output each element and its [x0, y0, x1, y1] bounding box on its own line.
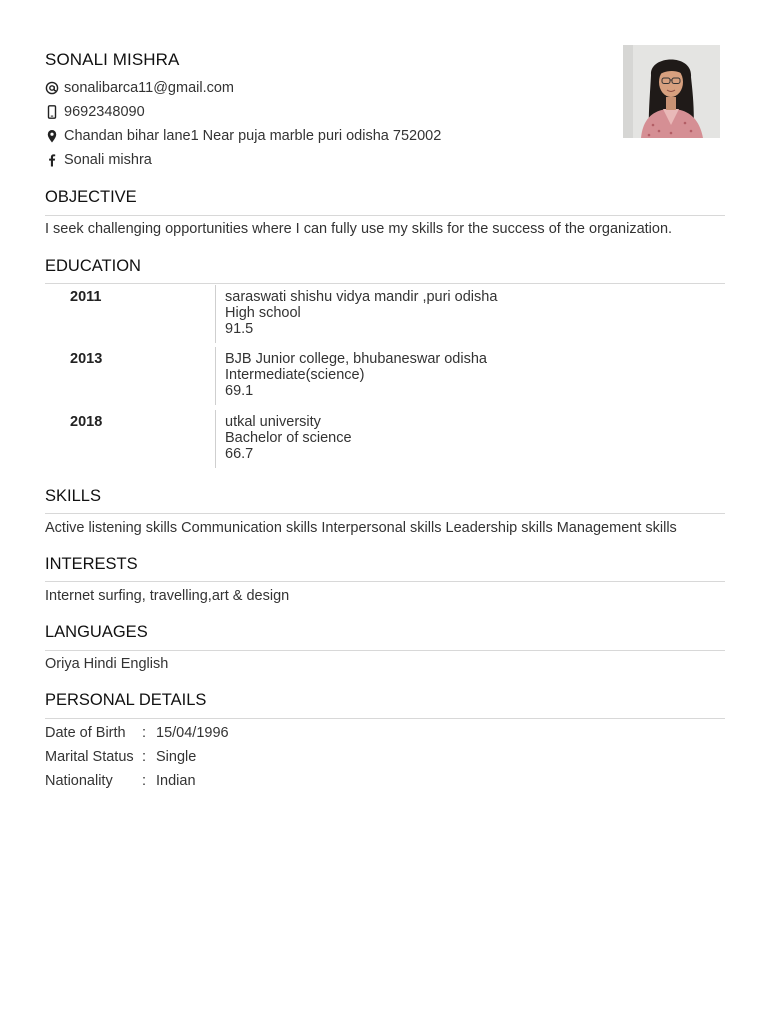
facebook-icon — [45, 153, 59, 167]
languages-divider — [45, 650, 725, 651]
education-institution: saraswati shishu vidya mandir ,puri odisha — [225, 289, 498, 305]
education-entry — [45, 410, 725, 470]
personal-colon: : — [142, 725, 147, 741]
personal-details-divider — [45, 718, 725, 719]
interests-divider — [45, 581, 725, 582]
objective-divider — [45, 215, 725, 216]
phone-text: 9692348090 — [64, 104, 145, 120]
education-degree: High school — [225, 305, 301, 322]
languages-text: Oriya Hindi English — [45, 656, 169, 672]
personal-value: 15/04/1996 — [156, 725, 229, 741]
at-icon — [45, 81, 59, 95]
interests-text: Internet surfing, travelling,art & design — [45, 588, 290, 604]
personal-label: Date of Birth — [45, 725, 126, 741]
education-details — [225, 351, 487, 400]
skills-divider — [45, 513, 725, 514]
facebook-contact — [45, 152, 152, 168]
personal-label: Marital Status — [45, 749, 134, 765]
email-contact — [45, 80, 234, 96]
education-divider — [45, 283, 725, 284]
map-pin-icon — [45, 129, 59, 143]
skills-text: Active listening skills Communication skills Interpersonal skills Leadership skills Management skills — [45, 520, 677, 536]
education-degree: Intermediate(science) — [225, 367, 365, 384]
personal-colon: : — [142, 773, 147, 789]
education-details — [225, 414, 352, 463]
address-contact — [45, 128, 441, 144]
education-heading: EDUCATION — [45, 257, 141, 275]
skills-heading: SKILLS — [45, 487, 101, 505]
personal-label: Nationality — [45, 773, 113, 789]
address-text: Chandan bihar lane1 Near puja marble puri odisha 752002 — [64, 128, 442, 144]
candidate-name: SONALI MISHRA — [45, 50, 180, 69]
facebook-text[interactable]: Sonali mishra — [64, 152, 152, 168]
languages-heading: LANGUAGES — [45, 623, 148, 641]
education-score: 91.5 — [225, 321, 254, 338]
education-degree: Bachelor of science — [225, 430, 352, 447]
email-text[interactable]: sonalibarca11@gmail.com — [64, 80, 234, 96]
education-year: 2013 — [70, 351, 103, 367]
personal-value: Single — [156, 749, 197, 765]
education-column-divider — [215, 285, 216, 343]
objective-heading: OBJECTIVE — [45, 188, 137, 206]
personal-details-heading: PERSONAL DETAILS — [45, 691, 207, 709]
objective-text: I seek challenging opportunities where I can fully use my skills for the success of the organization. — [45, 221, 673, 237]
education-institution: BJB Junior college, bhubaneswar odisha — [225, 351, 487, 367]
education-score: 69.1 — [225, 383, 254, 400]
education-institution: utkal university — [225, 414, 321, 430]
education-year: 2011 — [70, 289, 102, 305]
phone-contact — [45, 104, 145, 120]
personal-value: Indian — [156, 773, 196, 789]
education-entry — [45, 347, 725, 407]
education-entry — [45, 285, 725, 345]
education-column-divider — [215, 347, 216, 405]
personal-colon: : — [142, 749, 147, 765]
education-score: 66.7 — [225, 446, 254, 463]
interests-heading: INTERESTS — [45, 555, 138, 573]
education-column-divider — [215, 410, 216, 468]
profile-photo — [623, 45, 720, 138]
education-year: 2018 — [70, 414, 103, 430]
education-details — [225, 289, 497, 338]
phone-icon — [45, 105, 59, 119]
